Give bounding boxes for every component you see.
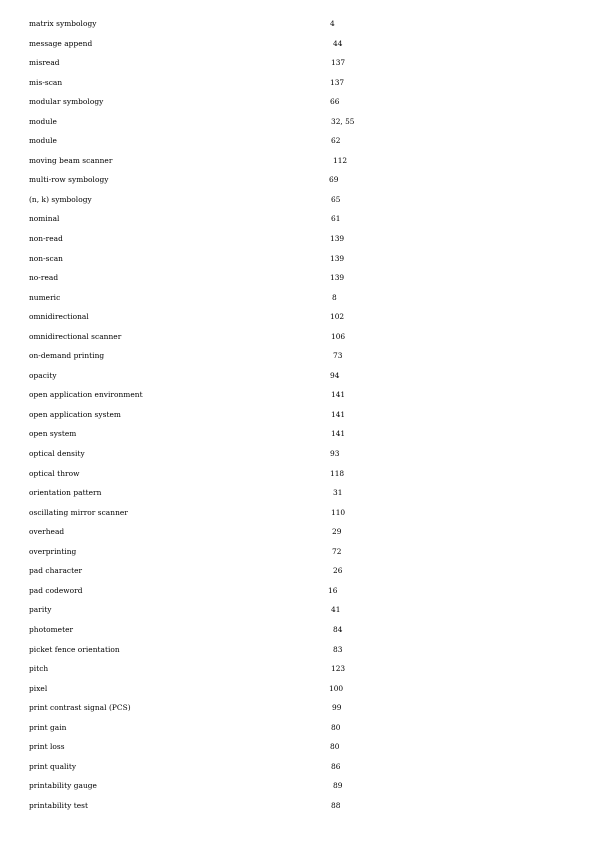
- index-term: moving beam scanner: [29, 155, 113, 165]
- index-term: opacity: [29, 370, 57, 380]
- index-term: matrix symbology: [29, 19, 97, 28]
- index-entry: [0, 719, 595, 739]
- index-page-ref: 44: [333, 38, 343, 48]
- index-term: message append: [29, 38, 93, 48]
- index-entry: [0, 74, 595, 94]
- index-entry: [0, 113, 595, 133]
- index-entry: [0, 738, 595, 758]
- index-page-ref: 88: [331, 800, 341, 810]
- index-page-ref: 100: [329, 683, 344, 693]
- index-term: overhead: [29, 527, 65, 537]
- index-term: parity: [29, 605, 52, 615]
- index-list: [0, 15, 595, 816]
- index-entry: [0, 777, 595, 797]
- index-term: print loss: [29, 742, 65, 752]
- index-term: mis-scan: [29, 77, 63, 87]
- index-entry: [0, 54, 595, 74]
- index-page-ref: 118: [330, 468, 345, 478]
- index-entry: [0, 191, 595, 211]
- index-page-ref: 73: [333, 351, 343, 361]
- index-entry: [0, 425, 595, 445]
- index-entry: [0, 367, 595, 387]
- index-page-ref: 41: [331, 605, 341, 615]
- index-page-ref: 69: [329, 175, 339, 185]
- index-entry: [0, 250, 595, 270]
- index-term: non-scan: [29, 253, 63, 263]
- index-term: pad character: [29, 566, 83, 576]
- index-page-ref: 66: [330, 97, 340, 107]
- index-page-ref: 32, 55: [331, 116, 355, 126]
- index-page-ref: 139: [330, 253, 345, 263]
- index-entry: [0, 543, 595, 563]
- index-term: misread: [29, 58, 60, 68]
- index-term: orientation pattern: [29, 488, 102, 498]
- index-page-ref: 139: [330, 234, 345, 244]
- index-entry: [0, 445, 595, 465]
- index-term: optical density: [29, 449, 85, 459]
- index-entry: [0, 660, 595, 680]
- index-entry: [0, 523, 595, 543]
- index-term: photometer: [29, 624, 74, 634]
- index-entry: [0, 386, 595, 406]
- index-term: on-demand printing: [29, 351, 105, 361]
- index-term: print gain: [29, 722, 67, 732]
- index-entry: [0, 758, 595, 778]
- index-term: pixel: [29, 683, 48, 693]
- index-entry: [0, 465, 595, 485]
- index-term: open application environment: [29, 390, 143, 400]
- index-entry: [0, 210, 595, 230]
- index-page-ref: 86: [331, 761, 341, 771]
- index-term: (n, k) symbology: [29, 194, 92, 204]
- index-page-ref: 123: [331, 664, 346, 674]
- index-term: printability test: [29, 800, 89, 810]
- index-term: optical throw: [29, 468, 80, 478]
- index-page-ref: 72: [332, 546, 342, 556]
- index-page-ref: 26: [333, 566, 343, 576]
- index-term: printability gauge: [29, 781, 97, 791]
- index-entry: [0, 328, 595, 348]
- index-page-ref: 141: [331, 390, 346, 400]
- index-entry: [0, 582, 595, 602]
- index-entry: [0, 680, 595, 700]
- index-page-ref: 8: [332, 292, 337, 302]
- index-term: nominal: [29, 214, 60, 224]
- index-page-ref: 16: [328, 585, 338, 595]
- index-entry: [0, 230, 595, 250]
- index-page-ref: 89: [333, 781, 343, 791]
- index-entry: [0, 171, 595, 191]
- index-entry: [0, 132, 595, 152]
- index-term: no-read: [29, 273, 59, 283]
- index-term: open system: [29, 429, 77, 439]
- index-entry: [0, 152, 595, 172]
- index-entry: [0, 308, 595, 328]
- index-entry: [0, 601, 595, 621]
- index-page-ref: 141: [331, 409, 346, 419]
- index-page-ref: 31: [333, 488, 343, 498]
- index-entry: [0, 562, 595, 582]
- index-entry: [0, 15, 595, 35]
- index-entry: [0, 347, 595, 367]
- index-page-ref: 137: [330, 77, 345, 87]
- index-term: picket fence orientation: [29, 644, 120, 654]
- index-term: pad codeword: [29, 585, 83, 595]
- index-term: open application system: [29, 409, 121, 419]
- index-page-ref: 99: [332, 703, 342, 713]
- index-page-ref: 137: [331, 58, 346, 68]
- index-term: non-read: [29, 234, 63, 244]
- index-page-ref: 80: [331, 722, 341, 732]
- index-term: omnidirectional scanner: [29, 331, 122, 341]
- index-entry: [0, 641, 595, 661]
- index-term: module: [29, 116, 57, 126]
- index-term: numeric: [29, 292, 61, 302]
- index-term: omnidirectional: [29, 312, 89, 322]
- index-page-ref: 4: [330, 19, 335, 28]
- index-term: modular symbology: [29, 97, 104, 107]
- index-entry: [0, 504, 595, 524]
- index-entry: [0, 35, 595, 55]
- index-page-ref: 139: [330, 273, 345, 283]
- index-page-ref: 62: [331, 136, 341, 146]
- index-page-ref: 61: [331, 214, 341, 224]
- index-entry: [0, 93, 595, 113]
- index-page-ref: 29: [332, 527, 342, 537]
- index-page-ref: 112: [333, 155, 348, 165]
- index-entry: [0, 797, 595, 817]
- index-term: multi-row symbology: [29, 175, 109, 185]
- index-page-ref: 110: [331, 507, 346, 517]
- index-page-ref: 83: [333, 644, 343, 654]
- index-entry: [0, 484, 595, 504]
- index-page-ref: 80: [330, 742, 340, 752]
- index-entry: [0, 289, 595, 309]
- index-term: module: [29, 136, 57, 146]
- index-page-ref: 94: [330, 370, 340, 380]
- index-page-ref: 93: [330, 449, 340, 459]
- index-entry: [0, 406, 595, 426]
- index-term: oscillating mirror scanner: [29, 507, 128, 517]
- index-page-ref: 106: [331, 331, 346, 341]
- index-page-ref: 65: [331, 194, 341, 204]
- index-entry: [0, 269, 595, 289]
- index-entry: [0, 699, 595, 719]
- index-term: overprinting: [29, 546, 77, 556]
- index-term: pitch: [29, 664, 49, 674]
- index-entry: [0, 621, 595, 641]
- index-page-ref: 102: [330, 312, 345, 322]
- index-page-ref: 141: [331, 429, 346, 439]
- index-page-ref: 84: [333, 624, 343, 634]
- index-term: print contrast signal (PCS): [29, 703, 131, 713]
- index-term: print quality: [29, 761, 77, 771]
